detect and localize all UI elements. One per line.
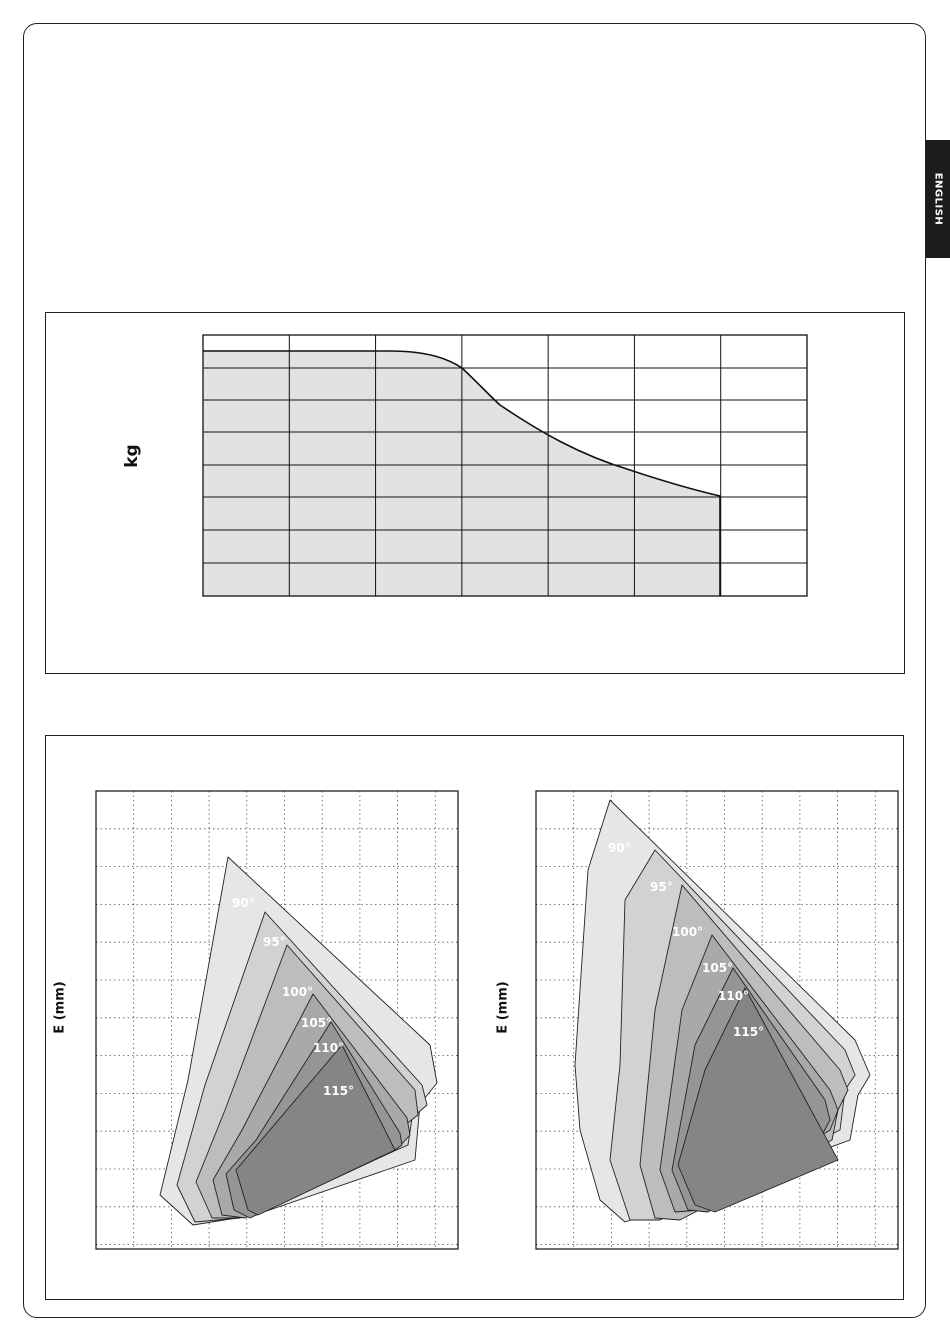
angle-label: 90° xyxy=(232,896,255,910)
angle-label: 95° xyxy=(650,880,673,894)
angle-label: 115° xyxy=(733,1025,765,1039)
right-area-chart xyxy=(536,791,898,1249)
angle-label: 95° xyxy=(263,935,286,949)
left-area-chart xyxy=(96,791,458,1249)
angle-label: 115° xyxy=(323,1084,355,1098)
weight-chart-ylabel: kg xyxy=(122,444,142,468)
angle-label: 90° xyxy=(608,841,631,855)
language-tab-label: ENGLISH xyxy=(932,172,944,226)
angle-label: 100° xyxy=(672,925,704,939)
angle-label: 105° xyxy=(702,961,734,975)
angle-label: 110° xyxy=(313,1041,345,1055)
angle-label: 100° xyxy=(282,985,314,999)
angle-label: 110° xyxy=(718,989,750,1003)
right-chart-regions xyxy=(575,800,870,1222)
angle-label: 105° xyxy=(301,1016,333,1030)
left-chart-ylabel: E (mm) xyxy=(52,981,68,1034)
left-chart-regions xyxy=(160,857,437,1225)
right-chart-ylabel: E (mm) xyxy=(495,981,511,1034)
